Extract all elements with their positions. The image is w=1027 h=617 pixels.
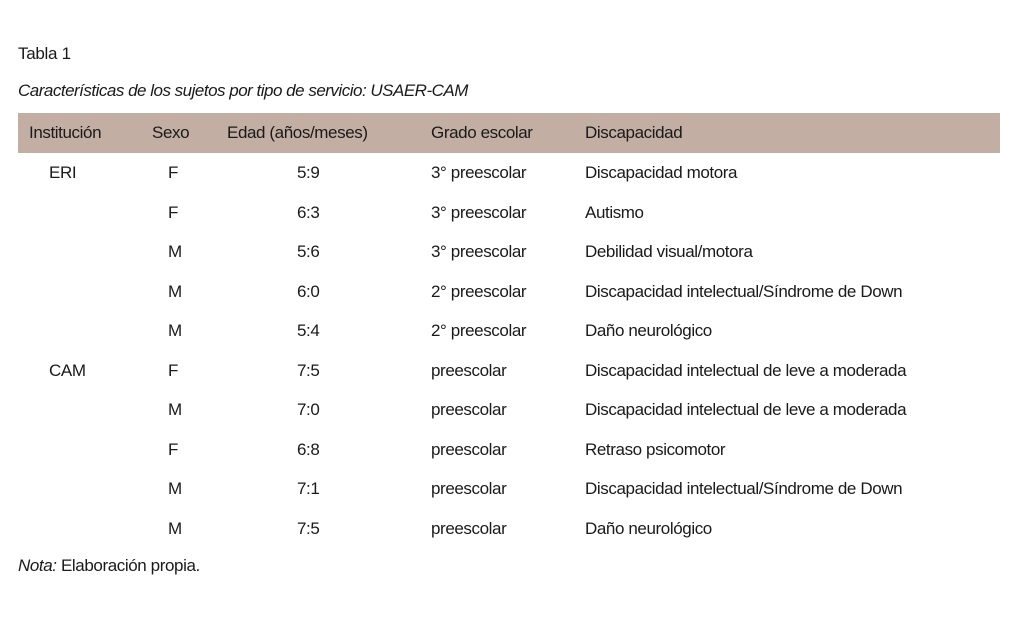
- cell-grado: preescolar: [431, 439, 507, 459]
- table-row: [18, 232, 1000, 272]
- cell-edad: 7:5: [297, 360, 320, 380]
- cell-grado: 2° preescolar: [431, 321, 527, 340]
- cell-grado: 3° preescolar: [431, 242, 527, 261]
- subjects-table: [18, 113, 1000, 548]
- cell-edad: 5:4: [297, 321, 320, 340]
- cell-discapacidad: Discapacidad intelectual de leve a moderada: [585, 360, 907, 380]
- cell-sexo: M: [168, 479, 182, 498]
- cell-sexo: F: [168, 360, 178, 380]
- table-row: [18, 311, 1000, 351]
- table-note: [18, 556, 200, 576]
- cell-discapacidad: Discapacidad motora: [585, 163, 738, 182]
- table-row: [18, 469, 1000, 509]
- cell-edad: 5:6: [297, 242, 320, 261]
- cell-edad: 6:0: [297, 281, 320, 301]
- table-title: Características de los sujetos por tipo de servicio: USAER-CAM: [18, 81, 468, 100]
- cell-sexo: M: [168, 518, 182, 538]
- cell-discapacidad: Discapacidad intelectual/Síndrome de Down: [585, 479, 903, 498]
- header-edad: Edad (años/meses): [227, 123, 368, 142]
- cell-sexo: F: [168, 439, 178, 459]
- cell-edad: 5:9: [297, 163, 320, 182]
- table-row: [18, 351, 1000, 391]
- note-label: Nota:: [18, 556, 57, 575]
- cell-grado: preescolar: [431, 400, 507, 419]
- cell-sexo: M: [168, 242, 182, 261]
- cell-sexo: F: [168, 163, 178, 182]
- table-row: [18, 153, 1000, 193]
- header-sexo: Sexo: [152, 123, 190, 142]
- cell-sexo: M: [168, 321, 182, 340]
- cell-edad: 7:5: [297, 518, 320, 538]
- cell-discapacidad: Discapacidad intelectual/Síndrome de Down: [585, 281, 903, 301]
- cell-edad: 7:0: [297, 400, 320, 419]
- table-label: Tabla 1: [18, 44, 71, 63]
- cell-discapacidad: Daño neurológico: [585, 518, 712, 538]
- table-row: [18, 430, 1000, 470]
- cell-discapacidad: Autismo: [585, 202, 644, 222]
- cell-grado: preescolar: [431, 518, 507, 538]
- cell-grado: 3° preescolar: [431, 202, 527, 222]
- cell-grado: 3° preescolar: [431, 163, 527, 182]
- header-grado: Grado escolar: [431, 123, 533, 142]
- cell-edad: 6:3: [297, 202, 320, 222]
- cell-institucion: CAM: [49, 360, 86, 380]
- cell-grado: preescolar: [431, 360, 507, 380]
- cell-discapacidad: Retraso psicomotor: [585, 439, 726, 459]
- table-row: [18, 272, 1000, 312]
- cell-grado: 2° preescolar: [431, 281, 527, 301]
- cell-sexo: M: [168, 400, 182, 419]
- header-discapacidad: Discapacidad: [585, 123, 683, 142]
- table-header: [18, 113, 1000, 153]
- table-row: [18, 390, 1000, 430]
- cell-discapacidad: Discapacidad intelectual de leve a moderada: [585, 400, 907, 419]
- cell-sexo: M: [168, 281, 182, 301]
- table-row: [18, 193, 1000, 233]
- header-institucion: Institución: [29, 123, 102, 142]
- note-text: Elaboración propia.: [56, 556, 200, 575]
- cell-discapacidad: Daño neurológico: [585, 321, 712, 340]
- cell-edad: 7:1: [297, 479, 320, 498]
- cell-institucion: ERI: [49, 163, 77, 182]
- cell-edad: 6:8: [297, 439, 320, 459]
- cell-grado: preescolar: [431, 479, 507, 498]
- table-row: [18, 509, 1000, 549]
- cell-sexo: F: [168, 202, 178, 222]
- cell-discapacidad: Debilidad visual/motora: [585, 242, 753, 261]
